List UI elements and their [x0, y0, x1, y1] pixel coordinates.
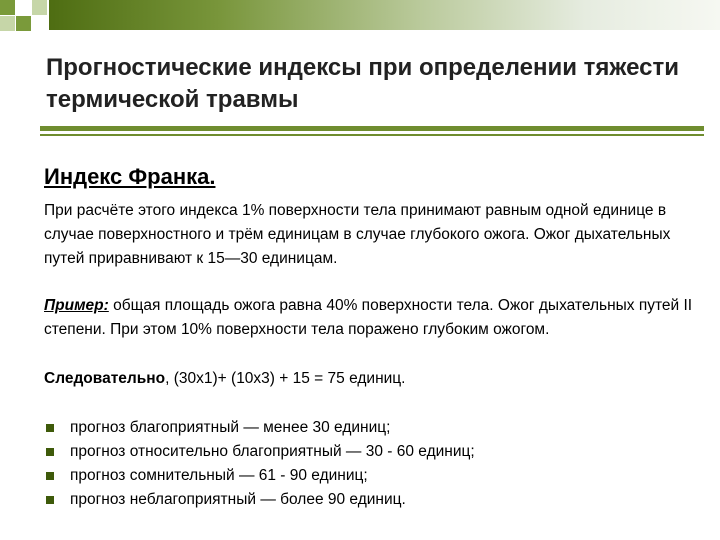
description-paragraph: При расчёте этого индекса 1% поверхности тела принимают равным одной единице в случае поверхностного и трём единицам в случае глубокого ожога. Ожог дыхательных путей приравнивают к 15—30 единицам.	[44, 202, 671, 267]
list-item: прогноз относительно благоприятный — 30 - 60 единиц;	[44, 440, 694, 464]
slide-title: Прогностические индексы при определении тяжести термической травмы	[46, 54, 680, 113]
decor-square	[0, 0, 15, 15]
square-bullet-icon	[46, 424, 54, 432]
list-item: прогноз благоприятный — менее 30 единиц;	[44, 416, 694, 440]
consequence-label: Следовательно	[44, 370, 166, 387]
example-label: Пример:	[44, 297, 109, 314]
consequence-text: , (30х1)+ (10х3) + 15 = 75 единиц.	[165, 370, 406, 387]
square-bullet-icon	[46, 448, 54, 456]
header-gradient-band	[49, 0, 720, 30]
example-paragraph	[44, 294, 694, 342]
prognosis-list	[44, 416, 694, 512]
decor-square	[0, 16, 15, 31]
decor-square	[32, 0, 47, 15]
square-bullet-icon	[46, 496, 54, 504]
section-heading: Индекс Франка.	[44, 164, 216, 189]
title-divider	[40, 126, 704, 131]
consequence-paragraph	[44, 367, 694, 391]
list-item: прогноз сомнительный — 61 - 90 единиц;	[44, 464, 694, 488]
list-item: прогноз неблагоприятный — более 90 единиц.	[44, 488, 694, 512]
decor-square	[16, 16, 31, 31]
title-divider-thin	[40, 134, 704, 136]
example-text: общая площадь ожога равна 40% поверхности тела. Ожог дыхательных путей II степени. При этом 10% поверхности тела поражено глубоким ожогом.	[44, 297, 693, 338]
square-bullet-icon	[46, 472, 54, 480]
